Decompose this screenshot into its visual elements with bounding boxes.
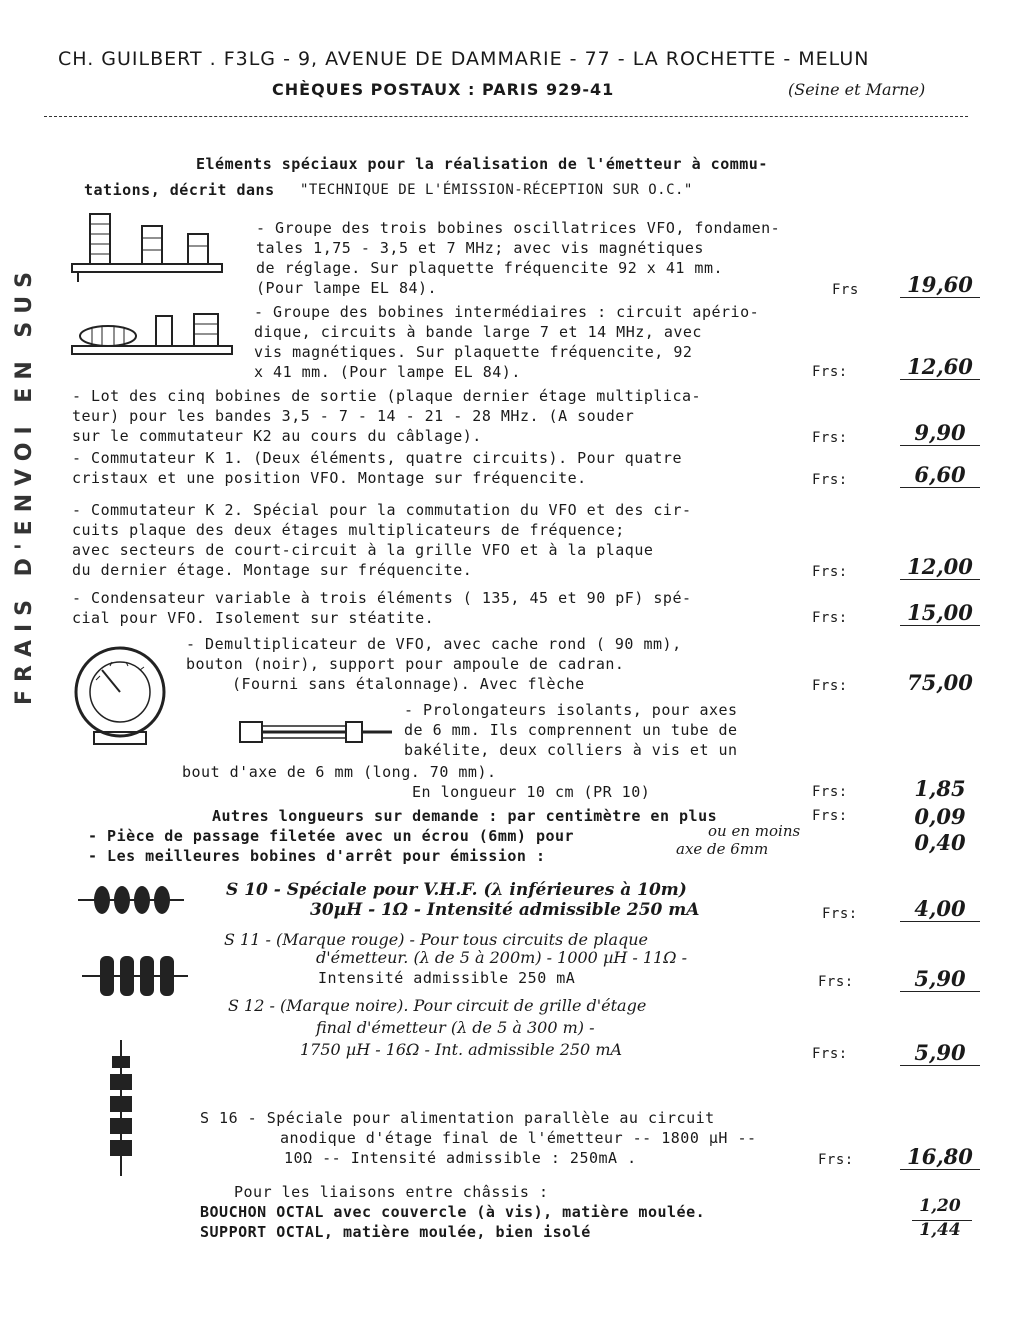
footer-line-2: SUPPORT OCTAL, matière moulée, bien isolé xyxy=(200,1223,591,1241)
oscillator-coils-illustration xyxy=(68,204,228,284)
frs-label: Frs: xyxy=(812,808,848,824)
choke-s11-illustration xyxy=(80,948,190,1004)
choke-line: Intensité admissible 250 mA xyxy=(318,969,576,987)
item-line: du dernier étage. Montage sur fréquencite. xyxy=(72,561,473,579)
vfo-dial-illustration xyxy=(66,640,178,752)
item-line: cuits plaque des deux étages multiplicateurs de fréquence; xyxy=(72,521,625,539)
item-line: - Demultiplicateur de VFO, avec cache rond ( 90 mm), xyxy=(186,635,682,653)
choke-line: S 16 - Spéciale pour alimentation parallèle au circuit xyxy=(200,1109,715,1127)
frs-label: Frs: xyxy=(812,430,848,446)
item-line: de 6 mm. Ils comprennent un tube de xyxy=(404,721,738,739)
frs-label: Frs: xyxy=(822,906,858,922)
intro-line-1: Eléments spéciaux pour la réalisation de l'émetteur à commu- xyxy=(196,155,768,173)
item-line: de réglage. Sur plaquette fréquencite 92 x 41 mm. xyxy=(256,259,724,277)
item-price: 15,00 xyxy=(900,600,980,626)
item-price: 1,85 xyxy=(914,776,966,801)
extras-price-2: 0,40 xyxy=(914,830,966,855)
item-line: - Commutateur K 2. Spécial pour la commutation du VFO et des cir- xyxy=(72,501,692,519)
item-price: 19,60 xyxy=(900,272,980,298)
frs-label: Frs: xyxy=(812,1046,848,1062)
frs-label: Frs: xyxy=(818,974,854,990)
item-price: 12,60 xyxy=(900,354,980,380)
item-price: 6,60 xyxy=(900,462,980,488)
choke-line: S 11 - (Marque rouge) - Pour tous circuits de plaque xyxy=(224,930,649,949)
extras-line-3: - Les meilleures bobines d'arrêt pour émission : xyxy=(88,847,546,865)
choke-s10-illustration xyxy=(76,880,186,920)
item-line: En longueur 10 cm (PR 10) xyxy=(412,783,651,801)
intro-book-title: "TECHNIQUE DE L'ÉMISSION-RÉCEPTION SUR O.C." xyxy=(300,182,693,198)
item-line: (Fourni sans étalonnage). Avec flèche xyxy=(232,675,585,693)
shaft-extender-illustration xyxy=(236,714,396,750)
side-note-shipping: FRAIS D'ENVOI EN SUS xyxy=(12,264,37,705)
item-line: (Pour lampe EL 84). xyxy=(256,279,438,297)
frs-label: Frs: xyxy=(812,564,848,580)
footer-price-2: 1,44 xyxy=(919,1220,961,1240)
letterhead-postal: CHÈQUES POSTAUX : PARIS 929-41 xyxy=(272,80,615,99)
footer-intro: Pour les liaisons entre châssis : xyxy=(234,1183,549,1201)
item-line: - Groupe des trois bobines oscillatrices VFO, fondamen- xyxy=(256,219,781,237)
choke-line: d'émetteur. (λ de 5 à 200m) - 1000 µH - 11Ω - xyxy=(316,948,687,967)
item-line: - Commutateur K 1. (Deux éléments, quatre circuits). Pour quatre xyxy=(72,449,682,467)
frs-label: Frs: xyxy=(812,472,848,488)
choke-line: 10Ω -- Intensité admissible : 250mA . xyxy=(284,1149,637,1167)
item-line: - Prolongateurs isolants, pour axes xyxy=(404,701,738,719)
item-line: - Condensateur variable à trois éléments ( 135, 45 et 90 pF) spé- xyxy=(72,589,692,607)
frs-label: Frs: xyxy=(812,610,848,626)
item-line: avec secteurs de court-circuit à la grille VFO et à la plaque xyxy=(72,541,654,559)
letterhead-address: CH. GUILBERT . F3LG - 9, AVENUE DE DAMMARIE - 77 - LA ROCHETTE - MELUN xyxy=(58,48,870,70)
intermediate-coils-illustration xyxy=(68,306,238,366)
item-line: bouton (noir), support pour ampoule de cadran. xyxy=(186,655,625,673)
choke-price: 5,90 xyxy=(900,966,980,992)
extras-line-2: - Pièce de passage filetée avec un écrou (6mm) pour xyxy=(88,827,575,845)
extras-line-1: Autres longueurs sur demande : par centimètre en plus xyxy=(212,807,718,825)
header-divider xyxy=(44,116,968,117)
extras-price-1: 0,09 xyxy=(914,804,966,829)
choke-line: S 12 - (Marque noire). Pour circuit de grille d'étage xyxy=(228,996,647,1015)
intro-line-2a: tations, décrit dans xyxy=(84,181,275,199)
item-line: vis magnétiques. Sur plaquette fréquencite, 92 xyxy=(254,343,693,361)
frs-label: Frs: xyxy=(812,364,848,380)
item-line: sur le commutateur K2 au cours du câblage). xyxy=(72,427,482,445)
choke-price: 16,80 xyxy=(900,1144,980,1170)
footer-line-1: BOUCHON OCTAL avec couvercle (à vis), matière moulée. xyxy=(200,1203,706,1221)
letterhead-region: (Seine et Marne) xyxy=(788,80,926,99)
item-line: - Groupe des bobines intermédiaires : circuit apério- xyxy=(254,303,760,321)
frs-label: Frs xyxy=(832,282,859,298)
item-line: bout d'axe de 6 mm (long. 70 mm). xyxy=(182,763,497,781)
choke-line: S 10 - Spéciale pour V.H.F. (λ inférieures à 10m) xyxy=(226,880,687,900)
item-line: - Lot des cinq bobines de sortie (plaque dernier étage multiplica- xyxy=(72,387,702,405)
choke-line: 30µH - 1Ω - Intensité admissible 250 mA xyxy=(310,900,700,920)
choke-s16-illustration xyxy=(96,1038,146,1178)
item-price: 9,90 xyxy=(900,420,980,446)
item-line: tales 1,75 - 3,5 et 7 MHz; avec vis magnétiques xyxy=(256,239,704,257)
extras-line-2-end: axe de 6mm xyxy=(676,840,769,858)
choke-price: 4,00 xyxy=(900,896,980,922)
item-price: 12,00 xyxy=(900,554,980,580)
item-line: cristaux et une position VFO. Montage sur fréquencite. xyxy=(72,469,587,487)
choke-price: 5,90 xyxy=(900,1040,980,1066)
choke-line: anodique d'étage final de l'émetteur -- 1800 µH -- xyxy=(280,1129,757,1147)
item-line: bakélite, deux colliers à vis et un xyxy=(404,741,738,759)
frs-label: Frs: xyxy=(812,784,848,800)
frs-label: Frs: xyxy=(812,678,848,694)
choke-line: final d'émetteur (λ de 5 à 300 m) - xyxy=(316,1018,595,1037)
item-price: 75,00 xyxy=(907,670,973,695)
footer-price-1: 1,20 xyxy=(919,1196,961,1216)
extras-ou-moins: ou en moins xyxy=(708,822,801,840)
frs-label: Frs: xyxy=(818,1152,854,1168)
item-line: dique, circuits à bande large 7 et 14 MHz, avec xyxy=(254,323,702,341)
item-line: teur) pour les bandes 3,5 - 7 - 14 - 21 - 28 MHz. (A souder xyxy=(72,407,635,425)
item-line: x 41 mm. (Pour lampe EL 84). xyxy=(254,363,521,381)
item-line: cial pour VFO. Isolement sur stéatite. xyxy=(72,609,435,627)
choke-line: 1750 µH - 16Ω - Int. admissible 250 mA xyxy=(300,1040,623,1059)
